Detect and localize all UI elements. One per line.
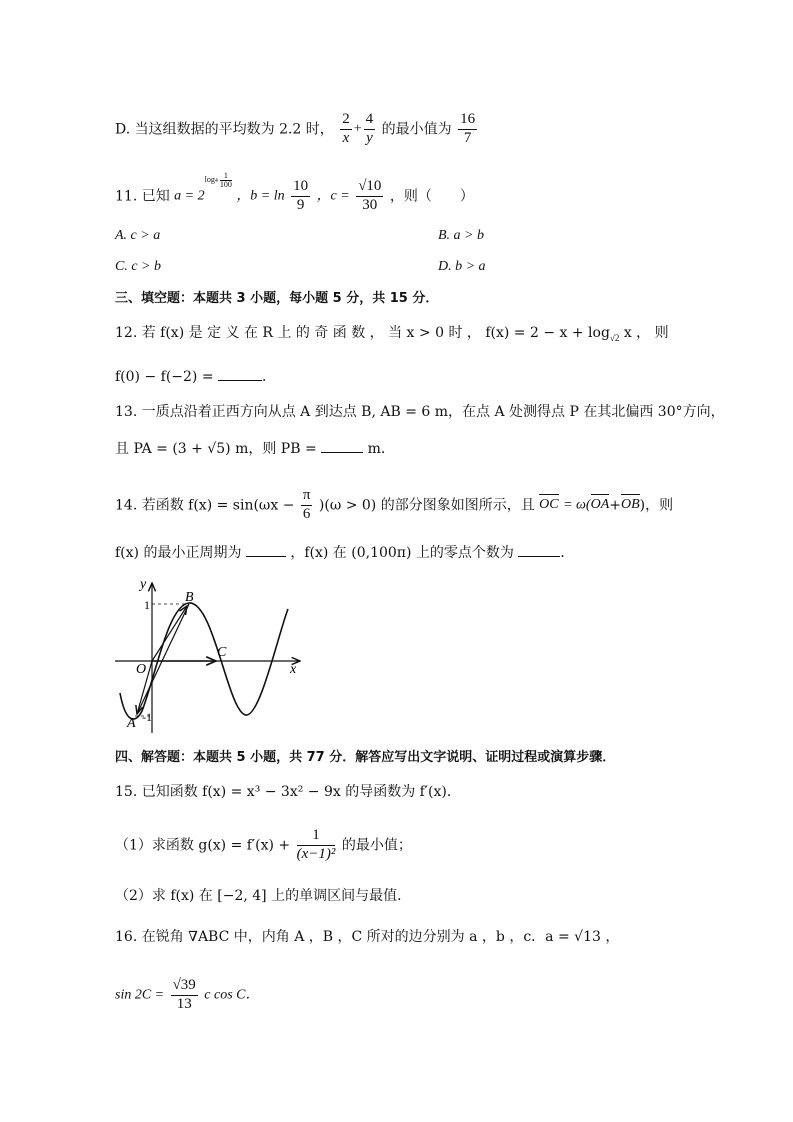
- label-x: x: [290, 662, 297, 677]
- label-b: B: [185, 590, 194, 605]
- label-c: C: [217, 645, 227, 660]
- section-4-heading: 四、解答题：本题共 5 小题，共 77 分．解答应写出文字说明、证明过程或演算步骤．: [115, 750, 616, 765]
- label-o: O: [136, 662, 147, 677]
- q10-option-d: D. 当这组数据的平均数为 2.2 时， $\frac{2}{x}$ + $\frac{4}{y}$ 的最小值为 $\frac{16}{7}$: [115, 111, 476, 146]
- vector-ab-line: [137, 604, 189, 714]
- fraction-pi-6: $\frac{\pi}{6}$: [302, 487, 311, 522]
- q11-option-b: B. a > b: [438, 228, 484, 243]
- q15-line1: 15. 已知函数 f(x) = x³ − 3x² − 9x 的导函数为 f′(x)．: [115, 784, 461, 800]
- q12-line1: 12. 若 f(x) 是 定 义 在 R 上 的 奇 函 数 ， 当 x > 0 时 ， $f(x) = 2 - x + \log_{√2} x$ ， 则: [115, 325, 669, 343]
- q10d-label: D. 当这组数据的平均数为 2.2 时，: [115, 121, 334, 138]
- a-exponent: log4 1 100: [204, 171, 232, 189]
- fraction-4-y: $\frac{4}{y}$: [365, 111, 374, 146]
- fraction-2-x: $\frac{2}{x}$: [342, 111, 350, 146]
- label-one: 1: [144, 598, 150, 612]
- q11-option-a: A. c > a: [115, 228, 161, 243]
- q15-part1: （1）求函数 g(x) = f′(x) + $\frac{1}{\text{(x−1)²}}$ 的最小值；: [115, 827, 412, 862]
- q16-line2: sin 2C = $\frac{√39}{13}$ c cos C．: [115, 977, 260, 1012]
- q11-stem: 11. 已知 $a = 2^{log4 \frac{1}{100}}$ ，b = ln $\frac{10}{9}$ ，c = $\frac{√10}{30}$ ，则（ ）: [115, 171, 474, 213]
- fraction-16-7: $\frac{16}{7}$: [460, 111, 476, 146]
- vector-ob-arrow: [152, 606, 187, 661]
- q16-line1: 16. 在锐角 ∇ABC 中，内角 A ，B ，C 所对的边分别为 a ，b ，c．a = √13 ，: [115, 929, 620, 945]
- section-3-heading: 三、填空题：本题共 3 小题，每小题 5 分，共 15 分．: [115, 291, 439, 306]
- answer-blank[interactable]: [246, 544, 286, 557]
- q14-line2: f(x) 的最小正周期为 ，f(x) 在 (0,100π) 上的零点个数为 ．: [115, 545, 575, 561]
- vector-oc: OC: [539, 497, 559, 513]
- fraction-10-9: $\frac{10}{9}$: [293, 178, 309, 213]
- fraction-sqrt39-13: $\frac{√39}{13}$: [172, 977, 196, 1012]
- q14-line1: 14. 若函数 f(x) = sin(ωx − $\frac{\pi}{6}$ )(ω > 0) 的部分图象如图所示，且 OC = ω(OA+OB)，则: [115, 487, 674, 522]
- label-neg-one: -1: [142, 710, 152, 724]
- label-a: A: [127, 716, 136, 731]
- answer-blank[interactable]: [218, 368, 262, 381]
- q15-part2: （2）求 f(x) 在 [−2, 4] 上的单调区间与最值．: [115, 888, 412, 904]
- label-y: y: [140, 577, 147, 592]
- fraction-1-over-x-minus-1-sq: $\frac{1}{\text{(x−1)²}}$: [296, 827, 336, 862]
- q11-option-c: C. c > b: [115, 259, 161, 274]
- answer-blank[interactable]: [321, 440, 363, 453]
- q11-option-d: D. b > a: [438, 259, 486, 274]
- q13-line1: 13. 一质点沿着正西方向从点 A 到达点 B, AB = 6 m，在点 A 处测得点 P 在其北偏西 30°方向，: [115, 404, 725, 420]
- answer-blank[interactable]: [518, 544, 560, 557]
- sine-graph: [110, 575, 310, 735]
- fraction-sqrt10-30: $\frac{√10}{30}$: [358, 178, 382, 213]
- vector-oa: OA: [590, 497, 610, 513]
- q12-line2: f(0) − f(−2) = ．: [115, 369, 277, 385]
- q13-line2: 且 PA = (3 + √5) m，则 PB = m．: [115, 441, 395, 457]
- vector-ob: OB: [620, 497, 640, 513]
